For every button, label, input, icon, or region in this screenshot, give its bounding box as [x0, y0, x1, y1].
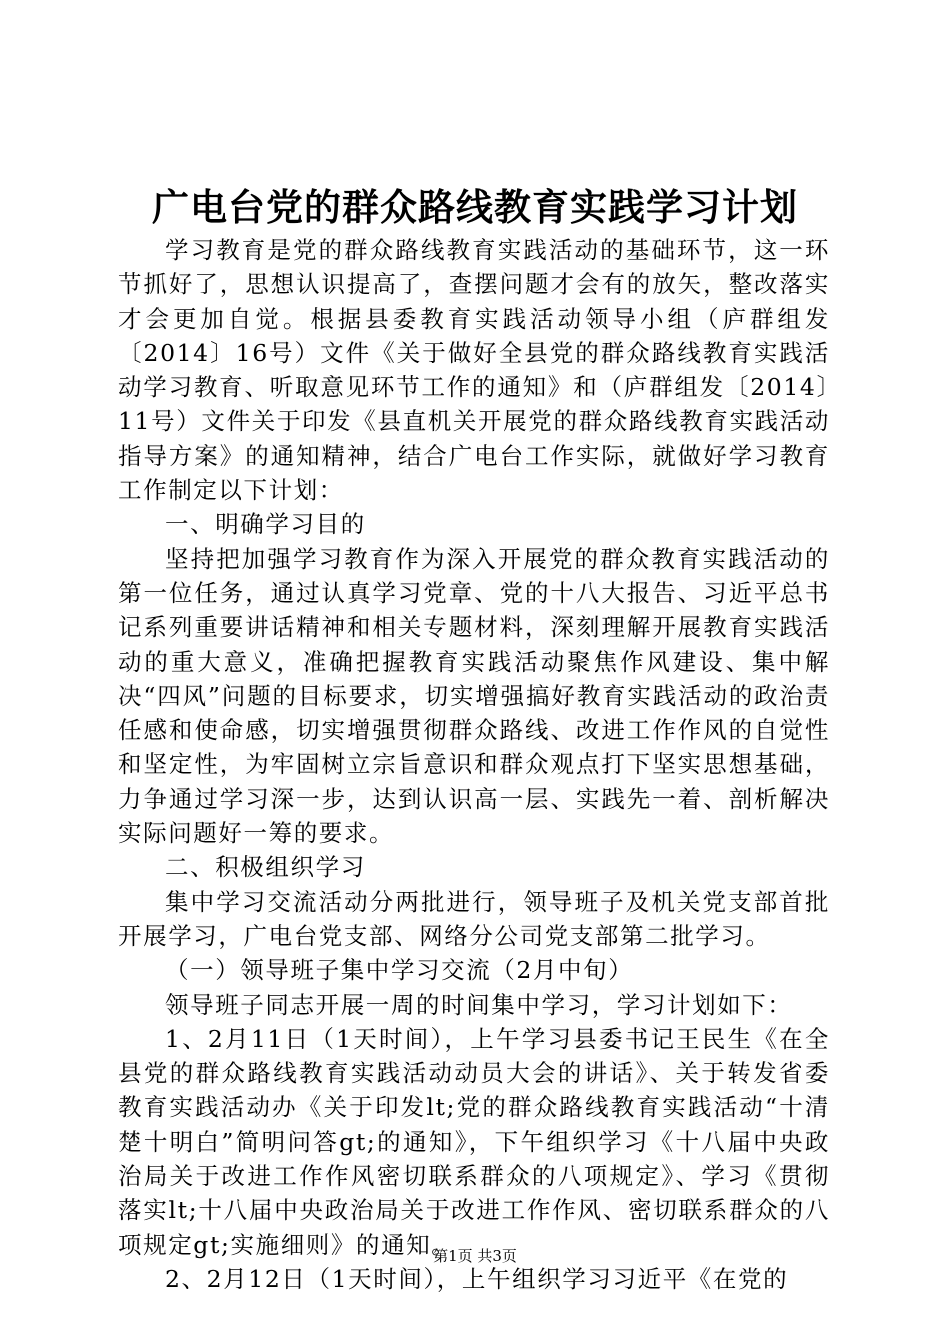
paragraph-plan-intro: 领导班子同志开展一周的时间集中学习，学习计划如下： — [165, 990, 793, 1019]
document-title: 广电台党的群众路线教育实践学习计划 — [152, 186, 798, 229]
paragraph-organize: 集中学习交流活动分两批进行，领导班子及机关党支部首批开展学习，广电台党支部、网络分公司党支部第二批学习。 — [118, 887, 830, 950]
paragraph-day-2: 2、2月12日（1天时间），上午组织学习习近平《在党的 — [165, 1264, 789, 1293]
document-body — [118, 233, 830, 1296]
subsection-heading-1: （一）领导班子集中学习交流（2月中旬） — [165, 956, 634, 985]
paragraph-study-goal: 坚持把加强学习教育作为深入开展党的群众教育实践活动的第一位任务，通过认真学习党章、党的十八大报告、习近平总书记系列重要讲话精神和相关专题材料，深刻理解开展教育实践活动的重大意义，准确把握教育实践活动聚焦作风建设、集中解决“四风”问题的目标要求，切实增强搞好教育实践活动的政治责任感和使命感，切实增强贯彻群众路线、改进工作作风的自觉性和坚定性，为牢固树立宗旨意识和群众观点打下坚实思想基础，力争通过学习深一步，达到认识高一层、实践先一着、剖析解决实际问题好一筹的要求。 — [118, 544, 830, 848]
section-heading-1: 一、明确学习目的 — [165, 510, 366, 539]
page-footer: 第1页 共3页 — [433, 1247, 517, 1265]
paragraph-day-1: 1、2月11日（1天时间），上午学习县委书记王民生《在全县党的群众路线教育实践活动动员大会的讲话》、关于转发省委教育实践活动办《关于印发lt;党的群众路线教育实践活动“十清楚十明白”简明问答gt;的通知》，下午组织学习《十八届中央政治局关于改进工作作风密切联系群众的八项规定》、学习《贯彻落实lt;十八届中央政治局关于改进工作作风、密切联系群众的八项规定gt;实施细则》的通知。 — [118, 1024, 830, 1259]
paragraph-intro: 学习教育是党的群众路线教育实践活动的基础环节，这一环节抓好了，思想认识提高了，查摆问题才会有的放矢，整改落实才会更加自觉。根据县委教育实践活动领导小组（庐群组发〔2014〕16号）文件《关于做好全县党的群众路线教育实践活动学习教育、听取意见环节工作的通知》和（庐群组发〔2014〕11号）文件关于印发《县直机关开展党的群众路线教育实践活动指导方案》的通知精神，结合广电台工作实际，就做好学习教育工作制定以下计划： — [118, 236, 830, 505]
section-heading-2: 二、积极组织学习 — [165, 853, 366, 882]
